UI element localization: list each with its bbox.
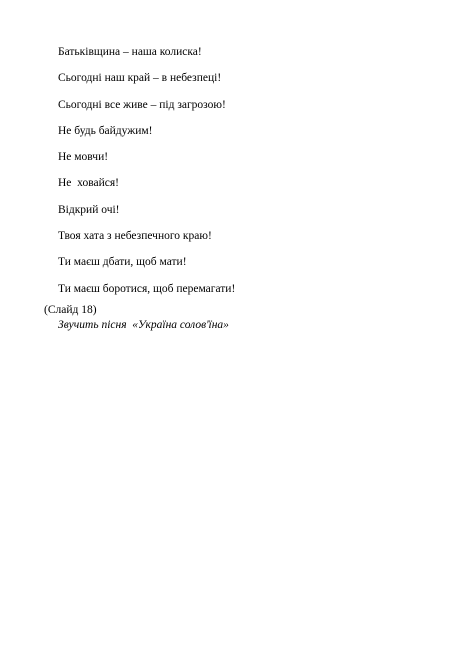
poem-lines (58, 45, 438, 308)
stage-direction: Звучить пісня «Україна солов'їна» (58, 319, 229, 331)
poem-line: Ти маєш дбати, щоб мати! (58, 256, 187, 269)
poem-line: Ти маєш боротися, щоб перемагати! (58, 282, 236, 295)
poem-line: Відкрий очі! (58, 203, 120, 216)
poem-line: Не мовчи! (58, 151, 109, 164)
poem-line: Не будь байдужим! (58, 124, 153, 137)
poem-line: Батьківщина – наша колиска! (58, 46, 202, 58)
slide-reference: (Слайд 18) (44, 304, 97, 316)
poem-line: Сьогодні наш край – в небезпеці! (58, 72, 222, 85)
poem-line: Сьогодні все живе – під загрозою! (58, 98, 226, 111)
poem-line: Не ховайся! (58, 177, 119, 190)
poem-line: Твоя хата з небезпечного краю! (58, 230, 212, 243)
